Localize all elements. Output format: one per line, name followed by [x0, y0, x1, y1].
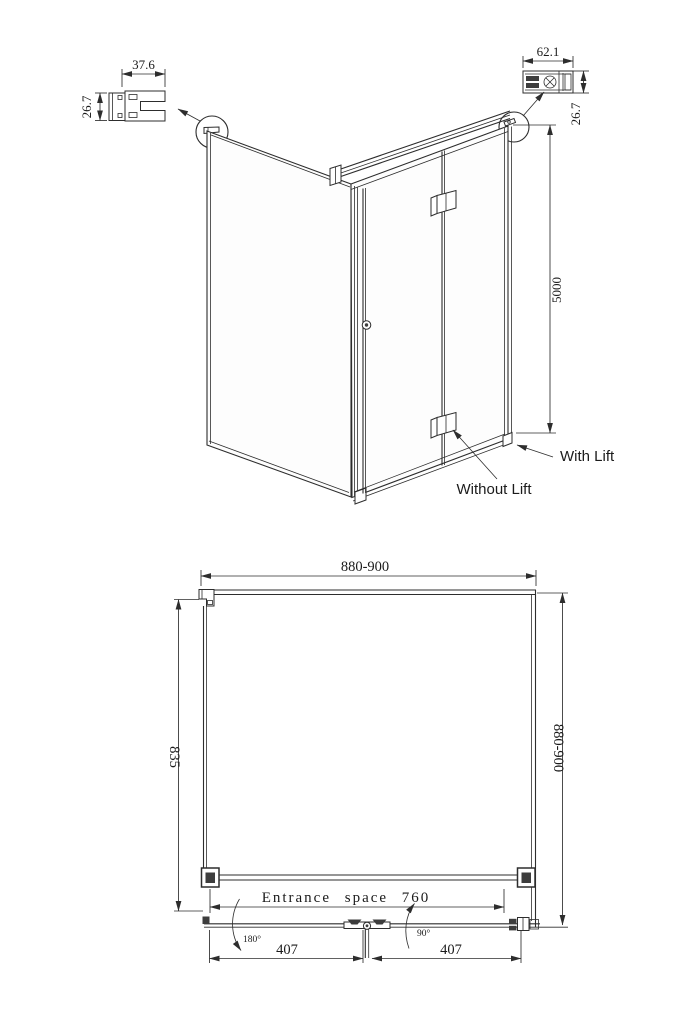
- wall-profile-section: [125, 91, 165, 121]
- roller-slot: [526, 76, 539, 81]
- right-profile-detail: [499, 44, 589, 142]
- side-glass-panel: [207, 131, 351, 497]
- latch-pad: [509, 919, 517, 924]
- dim-panel-left: 407: [276, 942, 298, 958]
- top-hinge: [431, 196, 437, 217]
- latch-pad: [509, 926, 517, 931]
- roller-slot: [526, 83, 539, 88]
- left-profile-detail: [79, 57, 228, 148]
- bottom-hinge: [431, 418, 437, 439]
- detail-leader-arrow: [178, 109, 200, 121]
- wall-profile-core: [206, 873, 216, 884]
- corner-wall-profile: [199, 590, 214, 607]
- dim-panel-right: 407: [440, 942, 462, 958]
- with-lift-label: With Lift: [560, 448, 615, 465]
- swing-arc-90: [406, 904, 415, 949]
- plan-view: [166, 559, 568, 963]
- hinge-pivot-dot: [366, 924, 369, 927]
- with-lift-arrow: [517, 445, 553, 457]
- dim-left-profile-height: 26.7: [79, 95, 94, 119]
- dim-right-profile-height: 26.7: [568, 102, 583, 126]
- without-lift-label: Without Lift: [456, 481, 532, 498]
- pivot-block: [203, 917, 210, 925]
- dim-left-profile-width: 37.6: [132, 57, 155, 72]
- dim-overall-width: 880-900: [340, 559, 390, 575]
- swing-angle-90: 90°: [417, 929, 431, 939]
- elevation-view: [207, 111, 615, 504]
- dim-entrance-space: Entrance space 760: [261, 890, 431, 906]
- swing-angle-180: 180°: [243, 935, 262, 945]
- detail-leader-arrow: [523, 92, 544, 116]
- door-knob-center: [365, 323, 368, 326]
- dim-right-profile-width: 62.1: [536, 44, 560, 59]
- dim-overall-depth: 880-900: [550, 723, 566, 773]
- dim-height: 5000: [549, 277, 564, 303]
- wall-flange: [109, 93, 125, 121]
- dim-side-panel-depth: 835: [166, 746, 182, 768]
- wall-profile-core: [522, 873, 532, 884]
